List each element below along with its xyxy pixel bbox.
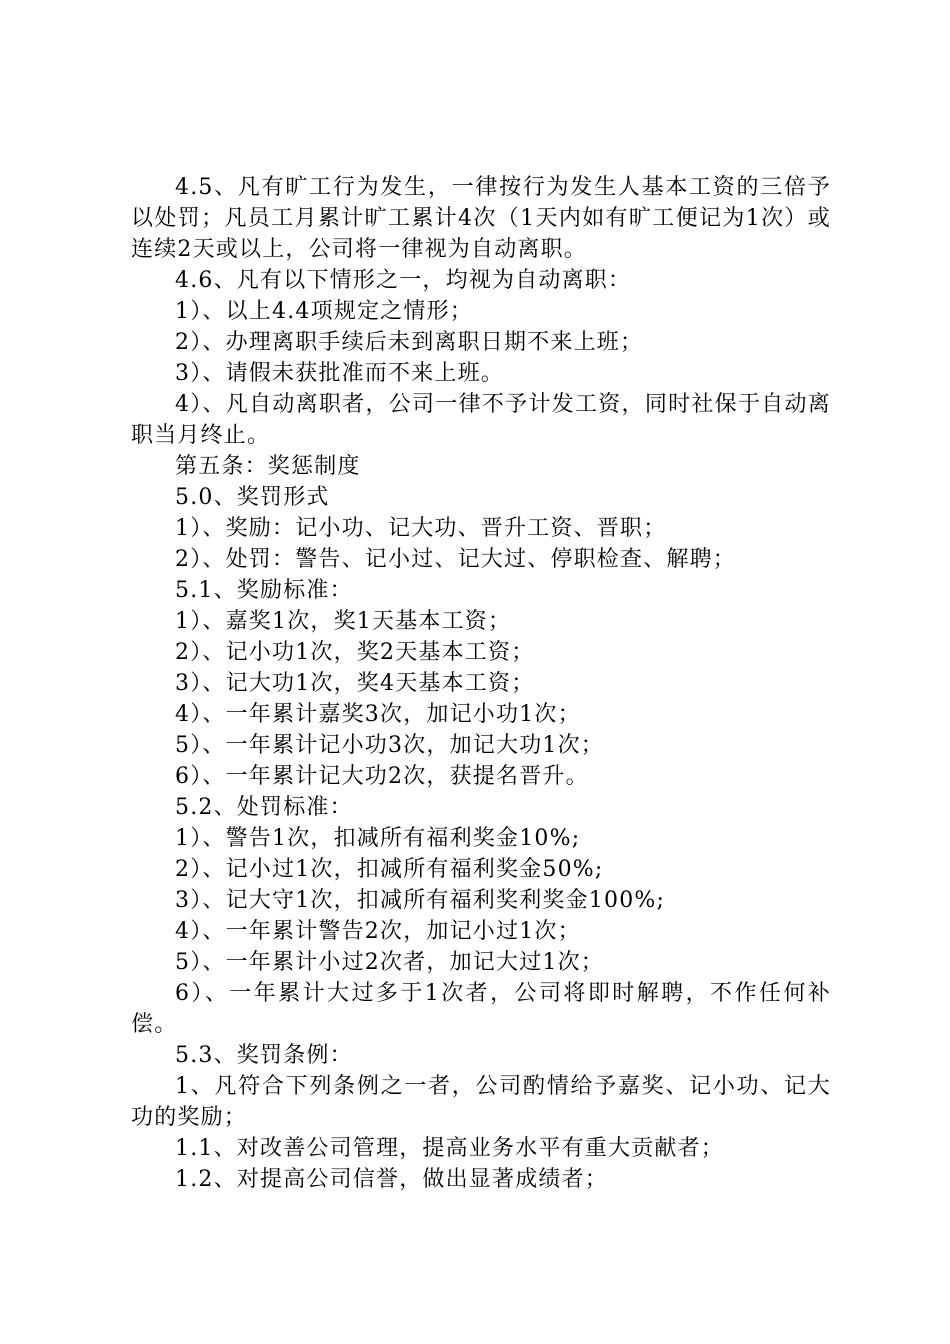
list-item: 4）、一年累计警告2次，加记小过1次； (175, 919, 581, 944)
list-item: 2）、处罚：警告、记小过、记大过、停职检查、解聘； (175, 547, 736, 572)
list-item: 4）、一年累计嘉奖3次，加记小功1次； (175, 702, 581, 727)
list-item: 6）、一年累计记大功2次，获提名晋升。 (175, 764, 589, 789)
list-item: 3）、记大守1次，扣减所有福利奖利奖金100%; (175, 888, 666, 913)
document-body (131, 172, 831, 1195)
list-item: 4）、凡自动离职者，公司一律不予计发工资，同时社保于自动离职当月终止。 (131, 392, 831, 448)
list-item: 2）、记小过1次，扣减所有福利奖金50%; (175, 857, 604, 882)
list-item: 1）、以上4.4项规定之情形； (175, 299, 473, 324)
list-item: 6）、一年累计大过多于1次者，公司将即时解聘，不作任何补偿。 (131, 981, 831, 1037)
list-item: 1、凡符合下列条例之一者，公司酌情给予嘉奖、记小功、记大功的奖励； (131, 1074, 831, 1130)
list-item: 2）、办理离职手续后未到离职日期不来上班； (175, 330, 644, 355)
list-item: 3）、记大功1次，奖4天基本工资； (175, 671, 535, 696)
subsection-heading-5-1: 5.1、奖励标准： (175, 578, 353, 603)
paragraph-4-5: 4.5、凡有旷工行为发生，一律按行为发生人基本工资的三倍予以处罚；凡员工月累计旷工累计4次（1天内如有旷工便记为1次）或连续2天或以上，公司将一律视为自动离职。 (131, 175, 831, 262)
list-item: 3）、请假未获批准而不来上班。 (175, 361, 504, 386)
list-item: 1）、嘉奖1次，奖1天基本工资； (175, 609, 512, 634)
list-item: 1）、警告1次，扣减所有福利奖金10%; (175, 826, 581, 851)
paragraph-4-6: 4.6、凡有以下情形之一，均视为自动离职： (175, 268, 632, 293)
subsection-heading-5-3: 5.3、奖罚条例： (175, 1043, 353, 1068)
subsection-heading-5-2: 5.2、处罚标准： (175, 795, 353, 820)
list-item: 1.2、对提高公司信誉，做出显著成绩者； (175, 1167, 608, 1192)
list-item: 5）、一年累计记小功3次，加记大功1次； (175, 733, 604, 758)
list-item: 2）、记小功1次，奖2天基本工资； (175, 640, 535, 665)
list-item: 1）、奖励：记小功、记大功、晋升工资、晋职； (175, 516, 667, 541)
section-heading-article-5: 第五条：奖惩制度 (175, 454, 361, 479)
list-item: 5）、一年累计小过2次者，加记大过1次； (175, 950, 604, 975)
subsection-heading-5-0: 5.0、奖罚形式 (175, 485, 330, 510)
list-item: 1.1、对改善公司管理，提高业务水平有重大贡献者； (175, 1136, 724, 1161)
